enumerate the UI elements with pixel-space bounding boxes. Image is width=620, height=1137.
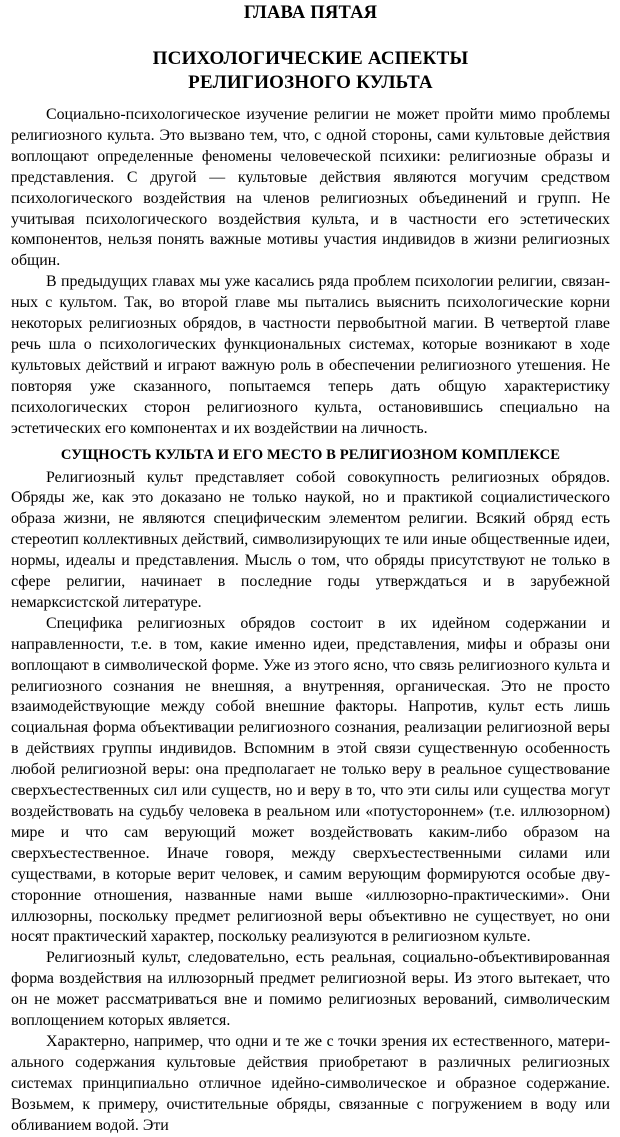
chapter-title <box>11 24 610 105</box>
chapter-label: ГЛАВА ПЯТАЯ <box>243 3 378 23</box>
paragraph: Социально-психологическое изучение религии не может пройти мимо проблемы религиозного культа. Это вызвано тем, что, с одной стороны, сами культовые действия воплощают определенные феномены человеческой психики: религиозные образы и представления. С другой — культовые действия являются могучим средством психологического воздействия на членов религиозных объединений и групп. Не учитывая психологического воздействия культа, и в частности его эстетических компонентов, нельзя понять важные мотивы участия индивидов в жизни религиозных общин. <box>11 106 610 270</box>
paragraph: Религиозный культ представляет собой совокупность религиозных обрядов. Обряды же, как это доказано не только наукой, но и практикой социалистического образа жизни, не являются специфическим элементом религии. Всякий обряд есть стереотип коллективных действий, символизирующих те или иные общественные идеи, нормы, идеалы и представления. Мысль о том, что обряды присутствуют не только в сфере религии, начинает в последние годы утверждаться и в зарубежной немарксистской литературе. <box>11 468 610 611</box>
chapter-title-line-1: ПСИХОЛОГИЧЕСКИЕ АСПЕКТЫ <box>152 48 469 69</box>
paragraph: Характерно, например, что одни и те же с точки зрения их естественного, материального содержания культовые действия приобретают в различных религиозных системах принципиально отличное идейно-символическое и образное содержание. Возьмем, к примеру, очистительные обряды, связанные с погружением в воду или обливанием водой. Эти <box>11 1032 610 1134</box>
chapter-title-line-2: РЕЛИГИОЗНОГО КУЛЬТА <box>188 72 433 93</box>
section-heading: СУЩНОСТЬ КУЛЬТА И ЕГО МЕСТО В РЕЛИГИОЗНОМ КОМПЛЕКСЕ <box>60 446 561 463</box>
paragraph: В предыдущих главах мы уже касались ряда проблем психологии религии, связанных с культом. Так, во второй главе мы пытались выяснить психологические корни некоторых религиозных обрядов, в частности первобытной магии. В четвертой главе речь шла о психологических функциональных системах, которые возникают в ходе культовых действий и играют важную роль в обеспечении религиозного утешения. Не повторяя уже сказанного, попытаемся теперь дать общую характеристику психологических сторон религиозного культа, остановившись специально на эстетических его компонентах и их воздействии на личность. <box>11 273 610 437</box>
paragraph: Специфика религиозных обрядов состоит в их идейном содержании и направленности, т.е. в том, какие именно идеи, представления, мифы и образы они воплощают в символической форме. Уже из этого ясно, что связь религиозного культа и религиозного сознания не внешняя, а внутренняя, органическая. Это не просто взаимодействующие между собой внешние факторы. Напротив, культ есть лишь социальная форма объективации религиозного сознания, реализации религиозной веры в действиях группы индивидов. Вспомним в этой связи существенную особенность любой религиозной веры: она предполагает не только веру в реальное существование сверхъестественных сил или существ, но и веру в то, что эти силы или существа могут воздействовать на судьбу человека в реальном или «потустороннем» (т.е. иллюзорном) мире и что сам верующий может воздействовать каким-либо образом на сверхъестественное. Иначе говоря, между сверхъестественными силами или существами, в которые верит человек, и самим верующим формируются особые двусторонние отношения, названные нами выше «иллюзорно-практическими». Они иллюзорны, поскольку предмет религиозной веры объективно не существует, но они носят практический характер, поскольку реализуются в религиозном культе. <box>11 614 610 946</box>
paragraph: Религиозный культ, следовательно, есть реальная, социально-объективированная форма воздействия на иллюзорный предмет религиозной веры. Из этого вытекает, что он не может рассматриваться вне и помимо религиозных верований, символическим воплощением которых является. <box>11 949 610 1030</box>
